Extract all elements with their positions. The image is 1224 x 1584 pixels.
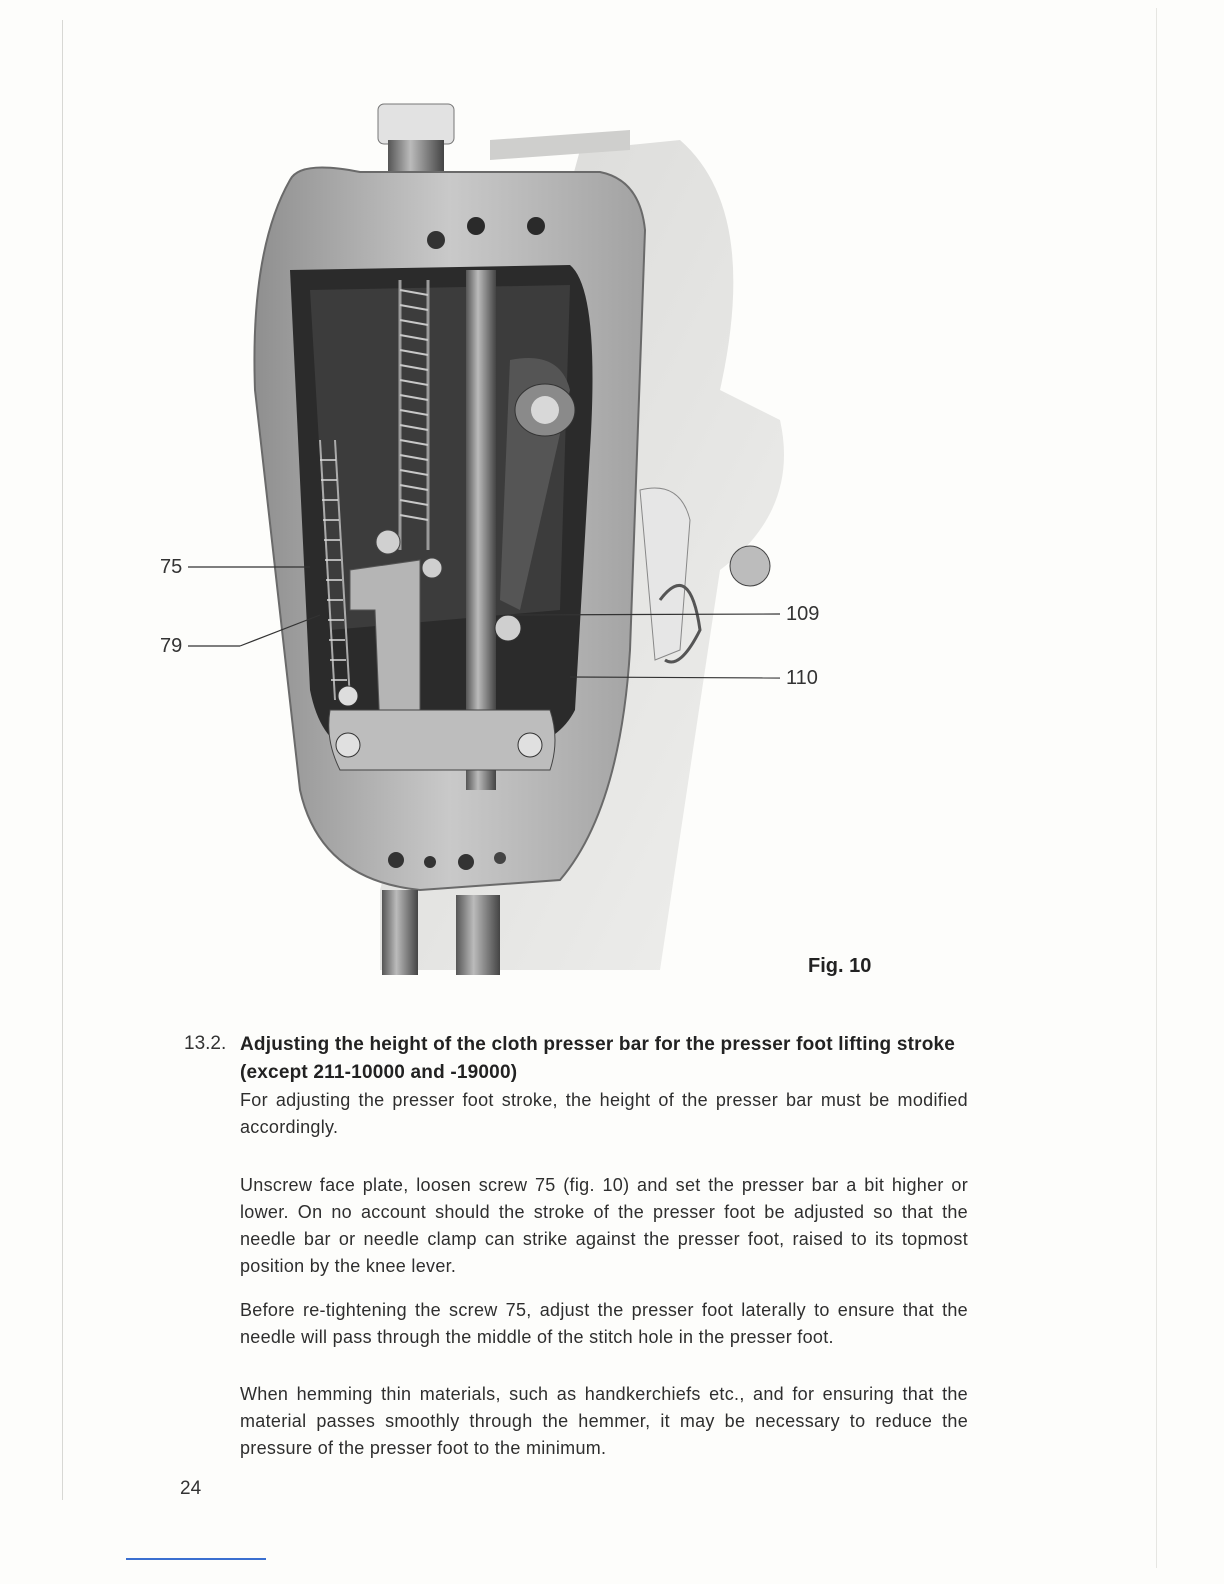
callout-110: 110 xyxy=(786,667,818,689)
paragraph-2: Unscrew face plate, loosen screw 75 (fig. 10) and set the presser bar a bit higher or lower. On no account should the stroke of the presser foot be adjusted so that the needle bar or needle clamp can strike against the presser foot, raised to its topmost position by the knee lever. xyxy=(240,1175,968,1276)
paragraph-1: For adjusting the presser foot stroke, the height of the presser bar must be modified accordingly. xyxy=(240,1090,968,1137)
page-number: 24 xyxy=(180,1478,202,1499)
section-number: 13.2. xyxy=(184,1033,227,1054)
figure-caption: Fig. 10 xyxy=(808,955,872,977)
callout-75: 75 xyxy=(160,556,183,578)
section-title: Adjusting the height of the cloth presser bar for the presser foot lifting stroke (except 211-10000 and -19000) xyxy=(240,1034,956,1083)
paragraph-4: When hemming thin materials, such as handkerchiefs etc., and for ensuring that the material passes smoothly through the hemmer, it may be necessary to reduce the pressure of the presser foot to the minimum. xyxy=(240,1384,968,1458)
figure-sewing-machine-head xyxy=(160,90,860,980)
callout-109: 109 xyxy=(786,603,820,625)
callout-79: 79 xyxy=(160,635,183,657)
machine-illustration xyxy=(160,90,860,980)
page-edge-right xyxy=(1156,8,1157,1568)
paragraph-3: Before re-tightening the screw 75, adjust the presser foot laterally to ensure that the needle will pass through the middle of the stitch hole in the presser foot. xyxy=(240,1300,968,1347)
footer-rule xyxy=(126,1558,266,1560)
page-edge-left xyxy=(62,20,63,1500)
